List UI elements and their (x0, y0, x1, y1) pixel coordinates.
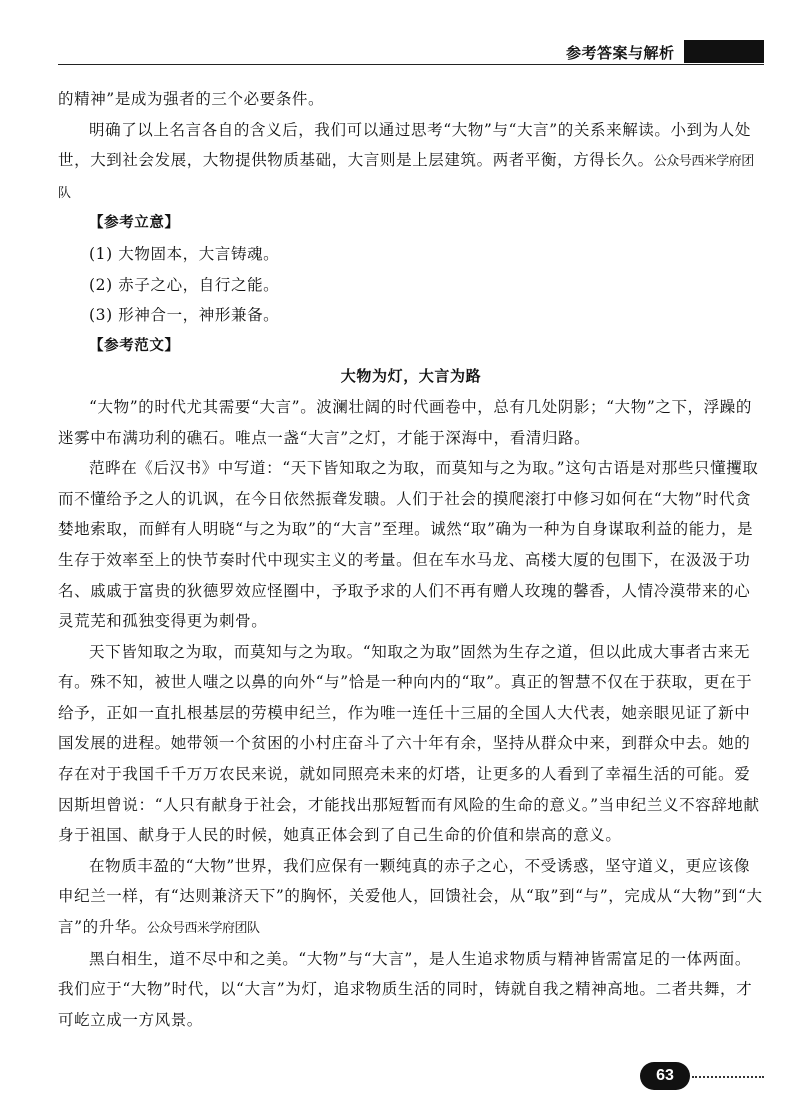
watermark-text: 公众号西米学府团队 (58, 153, 754, 200)
section-title: 参考答案与解析 (566, 44, 675, 62)
essay-title: 大物为灯，大言为路 (340, 367, 482, 386)
essay-paragraph-2: 范晔在《后汉书》中写道：“天下皆知取之为取，而莫知与之为取。”这句古语是对那些只懂攫取而不懂给予之人的讥讽，在今日依然振聋发聩。人们于社会的摸爬滚打中修习如何在“大物”时代贪婪地索取，而鲜有人明晓“与之为取”的“大言”至理。诚然“取”确为一种为自身谋取利益的能力，是生存于效率至上的快节奏时代中现实主义的考量。但在车水马龙、高楼大厦的包围下，在汲汲于功名、戚戚于富贵的狄德罗效应怪圈中，予取予求的人们不再有赠人玫瑰的馨香，人情冷漠带来的心灵荒芜和孤独变得更为刺骨。 (58, 459, 759, 631)
theme-option-1: (1) 大物固本，大言铸魂。 (89, 244, 280, 263)
paragraph-continued: 的精神”是成为强者的三个必要条件。 (58, 90, 325, 108)
paragraph-analysis (58, 115, 764, 209)
page-footer (640, 1062, 764, 1092)
analysis-text: 明确了以上名言各自的含义后，我们可以通过思考“大物”与“大言”的关系来解读。小到为人处世，大到社会发展，大物提供物质基础，大言则是上层建筑。两者平衡，方得长久。 (58, 120, 751, 170)
page-number: 63 (640, 1062, 690, 1090)
essay-paragraph-3: 天下皆知取之为取，而莫知与之为取。“知取之为取”固然为生存之道，但以此成大事者古来无有。殊不知，被世人嗤之以鼻的向外“与”恰是一种向内的“取”。真正的智慧不仅在于获取，更在于给予，正如一直扎根基层的劳模申纪兰，作为唯一连任十三届的全国人大代表，她亲眼见证了新中国发展的进程。她带领一个贫困的小村庄奋斗了六十年有余，坚持从群众中来，到群众中去。她的存在对于我国千千万万农民来说，就如同照亮未来的灯塔，让更多的人看到了幸福生活的可能。爱因斯坦曾说：“人只有献身于社会，才能找出那短暂而有风险的生命的意义。”当申纪兰义不容辞地献身于祖国、献身于人民的时候，她真正体会到了自己生命的价值和崇高的意义。 (58, 642, 760, 845)
essay-paragraph-4 (58, 851, 764, 944)
page-body (58, 84, 764, 1035)
header-rule (58, 64, 764, 65)
theme-option-3: (3) 形神合一，神形兼备。 (89, 306, 280, 325)
footer-dotted-rule (692, 1076, 764, 1078)
essay-paragraph-1: “大物”的时代尤其需要“大言”。波澜壮阔的时代画卷中，总有几处阴影；“大物”之下，浮躁的迷雾中布满功利的礁石。唯点一盏“大言”之灯，才能于深海中，看清归路。 (58, 397, 752, 447)
header-black-tab (684, 40, 764, 63)
page-header (0, 36, 800, 66)
watermark-text: 公众号西米学府团队 (147, 920, 260, 936)
theme-option-2: (2) 赤子之心，自行之能。 (89, 275, 280, 294)
section-heading-themes: 【参考立意】 (89, 215, 180, 232)
section-heading-sample: 【参考范文】 (89, 337, 180, 354)
essay-paragraph-5: 黑白相生，道不尽中和之美。“大物”与“大言”，是人生追求物质与精神皆需富足的一体两面。我们应于“大物”时代，以“大言”为灯，追求物质生活的同时，铸就自我之精神高地。二者共舞，才可屹立成一方风景。 (58, 949, 753, 1029)
essay-paragraph-4-text: 在物质丰盈的“大物”世界，我们应保有一颗纯真的赤子之心，不受诱惑，坚守道义，更应该像申纪兰一样，有“达则兼济天下”的胸怀，关爱他人，回馈社会，从“取”到“与”，完成从“大物”到“大言”的升华。 (58, 856, 763, 937)
